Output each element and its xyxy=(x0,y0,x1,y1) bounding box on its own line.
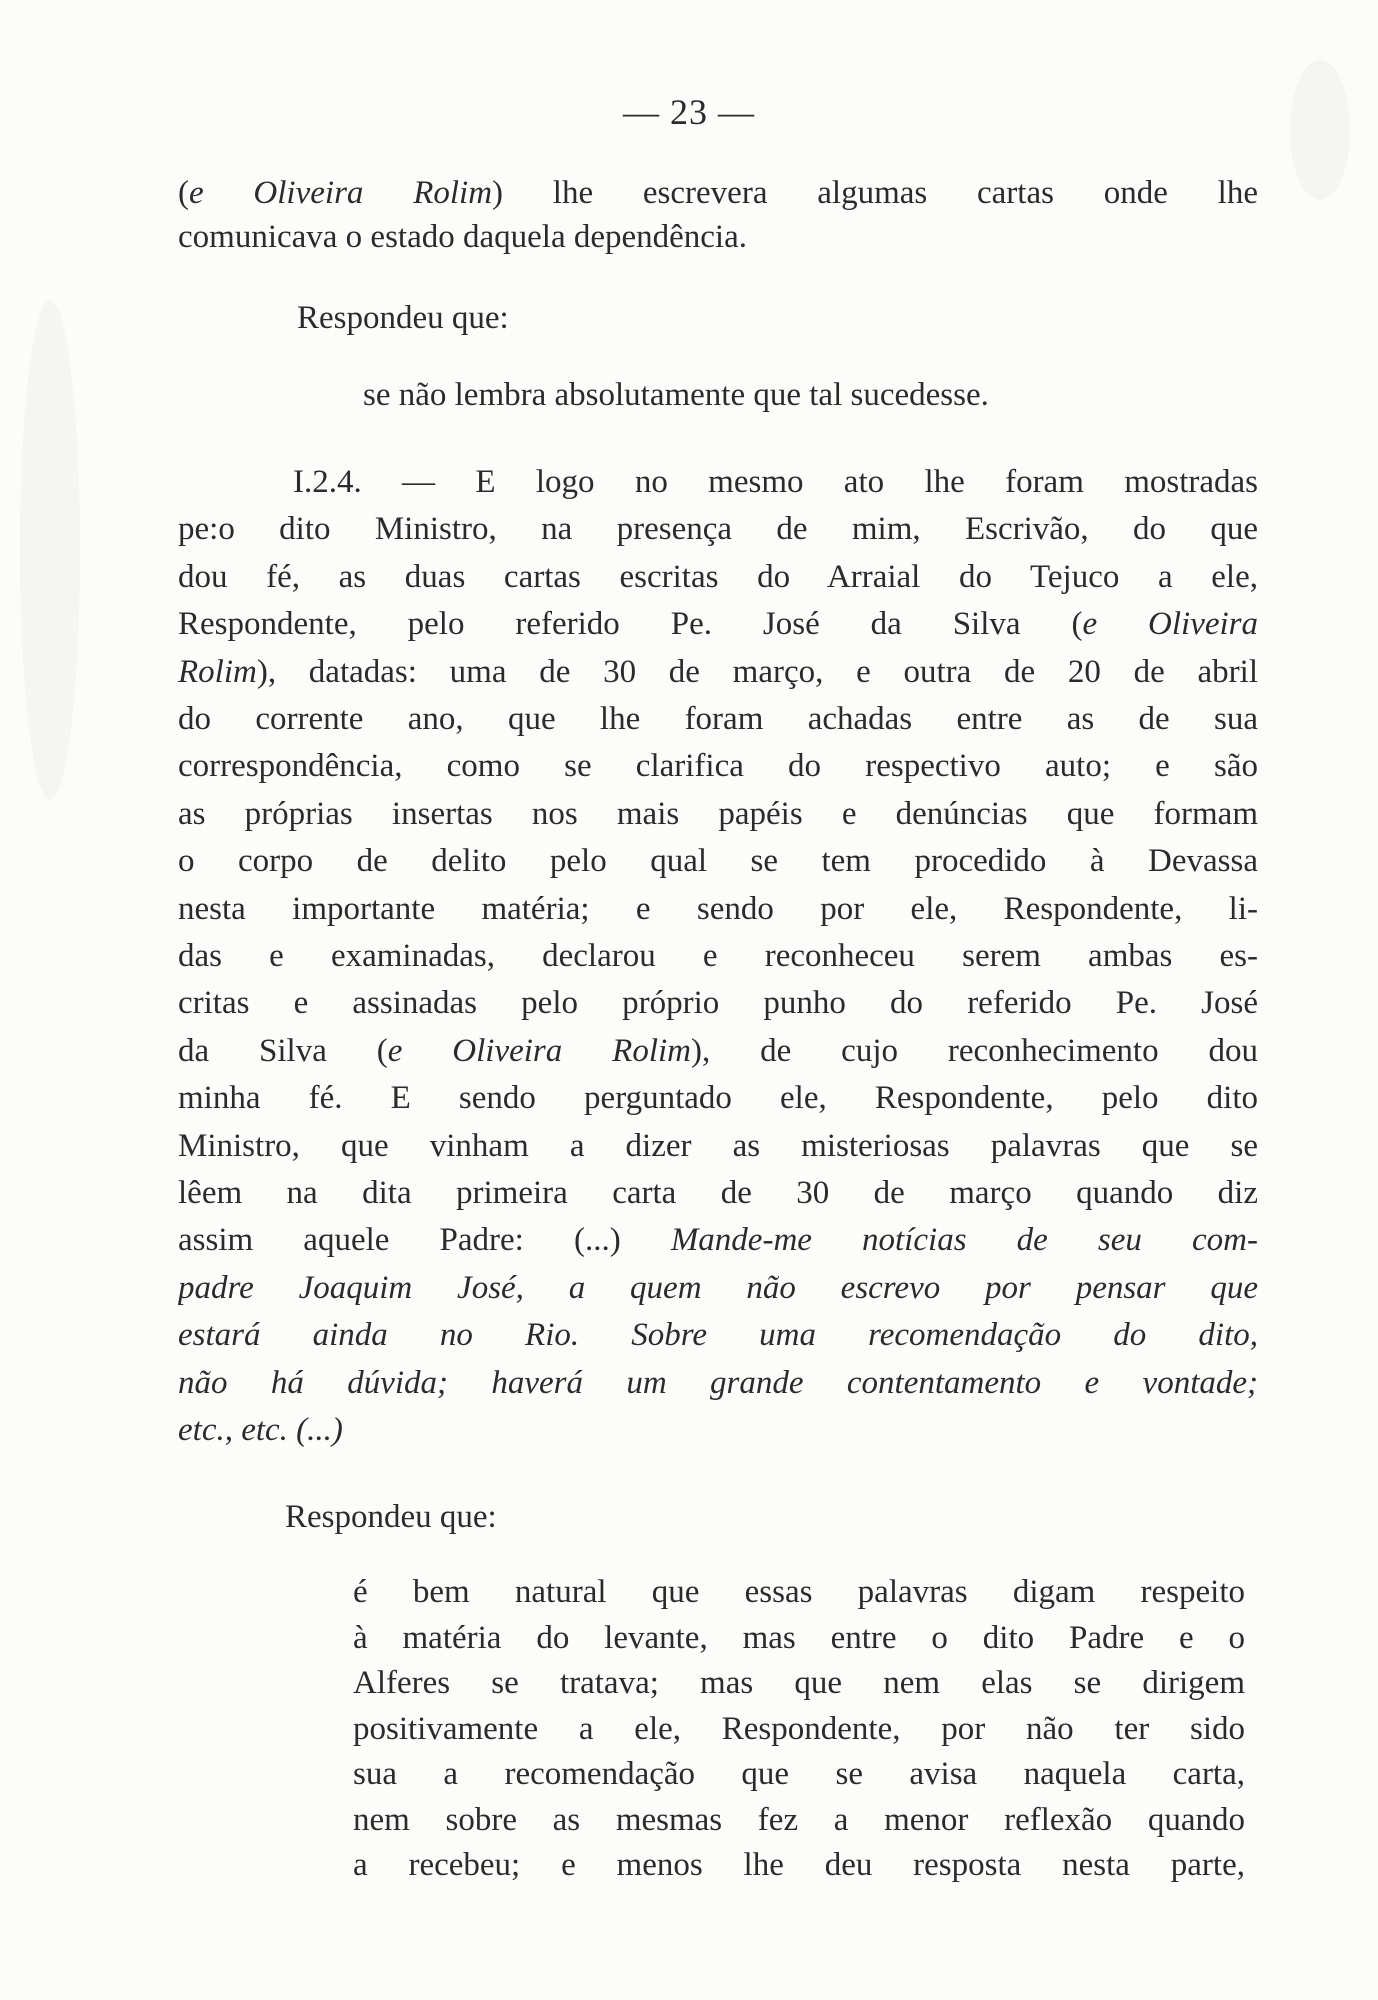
text-line xyxy=(178,1078,1258,1118)
italic-text: estará ainda no Rio. Sobre uma recomendação do dito, xyxy=(178,1317,1258,1353)
text: do corrente ano, que lhe foram achadas entre as de sua xyxy=(178,701,1258,737)
text: dou fé, as duas cartas escritas do Arraial do Tejuco a ele, xyxy=(178,559,1258,595)
text: critas e assinadas pelo próprio punho do referido Pe. José xyxy=(178,985,1258,1021)
text: ), de cujo reconhecimento dou xyxy=(691,1033,1258,1069)
text-line: é bem natural que essas palavras digam respeito xyxy=(353,1574,1245,1610)
italic-text: e Oliveira Rolim xyxy=(189,175,493,211)
italic-text: Rolim xyxy=(178,654,257,690)
text: das e examinadas, declarou e reconheceu serem ambas es- xyxy=(178,938,1258,974)
text-line: sua a recomendação que se avisa naquela carta, xyxy=(353,1756,1245,1792)
italic-text: etc., etc. (...) xyxy=(178,1412,343,1448)
text-line xyxy=(178,841,1258,881)
text: ( xyxy=(178,175,189,211)
italic-text: não há dúvida; haverá um grande contentamento e vontade; xyxy=(178,1365,1258,1401)
text-line xyxy=(178,889,1258,929)
text-line xyxy=(178,604,1258,644)
text-line xyxy=(178,509,1258,549)
text: comunicava o estado daquela dependência. xyxy=(178,219,747,255)
text-line xyxy=(178,1315,1258,1355)
italic-text: Mande-me notícias de seu com- xyxy=(670,1222,1258,1258)
italic-text: padre Joaquim José, a quem não escrevo por pensar que xyxy=(178,1270,1258,1306)
italic-text: e Oliveira xyxy=(1082,606,1258,642)
text-line xyxy=(178,1410,343,1450)
text-line: positivamente a ele, Respondente, por não ter sido xyxy=(353,1711,1245,1747)
text-line xyxy=(178,983,1258,1023)
text-line xyxy=(178,699,1258,739)
text-line: nem sobre as mesmas fez a menor reflexão quando xyxy=(353,1802,1245,1838)
text-line xyxy=(178,1031,1258,1071)
text: assim aquele Padre: (...) xyxy=(178,1222,671,1258)
text: ), datadas: uma de 30 de março, e outra de 20 de abril xyxy=(256,654,1258,690)
text: da Silva ( xyxy=(178,1033,388,1069)
text-line xyxy=(178,936,1258,976)
text: I.2.4. — E logo no mesmo ato lhe foram mostradas xyxy=(293,464,1258,500)
text-line xyxy=(293,462,1258,502)
text: Respondente, pelo referido Pe. José da Silva ( xyxy=(178,606,1083,642)
text-line: a recebeu; e menos lhe deu resposta nesta parte, xyxy=(353,1847,1245,1883)
text: ) lhe escrevera algumas cartas onde lhe xyxy=(492,175,1258,211)
text-line xyxy=(178,652,1258,692)
text: Ministro, que vinham a dizer as misteriosas palavras que se xyxy=(178,1128,1258,1164)
text: nesta importante matéria; e sendo por ele, Respondente, li- xyxy=(178,891,1258,927)
text-line xyxy=(178,557,1258,597)
text-line xyxy=(178,1173,1258,1213)
text-line xyxy=(178,217,747,257)
text: pe:o dito Ministro, na presença de mim, Escrivão, do que xyxy=(178,511,1258,547)
text-line xyxy=(178,1268,1258,1308)
text-line: à matéria do levante, mas entre o dito Padre e o xyxy=(353,1620,1245,1656)
scan-shadow xyxy=(20,300,80,800)
text-line xyxy=(178,794,1258,834)
text-line xyxy=(178,1220,1258,1260)
text-line xyxy=(178,1126,1258,1166)
text: as próprias insertas nos mais papéis e denúncias que formam xyxy=(178,796,1258,832)
page-number: — 23 — xyxy=(623,92,755,132)
text: lêem na dita primeira carta de 30 de março quando diz xyxy=(178,1175,1258,1211)
text-line xyxy=(178,746,1258,786)
text: correspondência, como se clarifica do respectivo auto; e são xyxy=(178,748,1258,784)
text: minha fé. E sendo perguntado ele, Respondente, pelo dito xyxy=(178,1080,1258,1116)
reply-label: Respondeu que: xyxy=(297,300,509,336)
italic-text: e Oliveira Rolim xyxy=(387,1033,691,1069)
text-line xyxy=(178,1363,1258,1403)
text-line xyxy=(178,173,1258,213)
text: o corpo de delito pelo qual se tem procedido à Devassa xyxy=(178,843,1258,879)
reply-answer: se não lembra absolutamente que tal sucedesse. xyxy=(363,377,989,413)
reply-label: Respondeu que: xyxy=(285,1499,497,1535)
text-line: Alferes se tratava; mas que nem elas se dirigem xyxy=(353,1665,1245,1701)
